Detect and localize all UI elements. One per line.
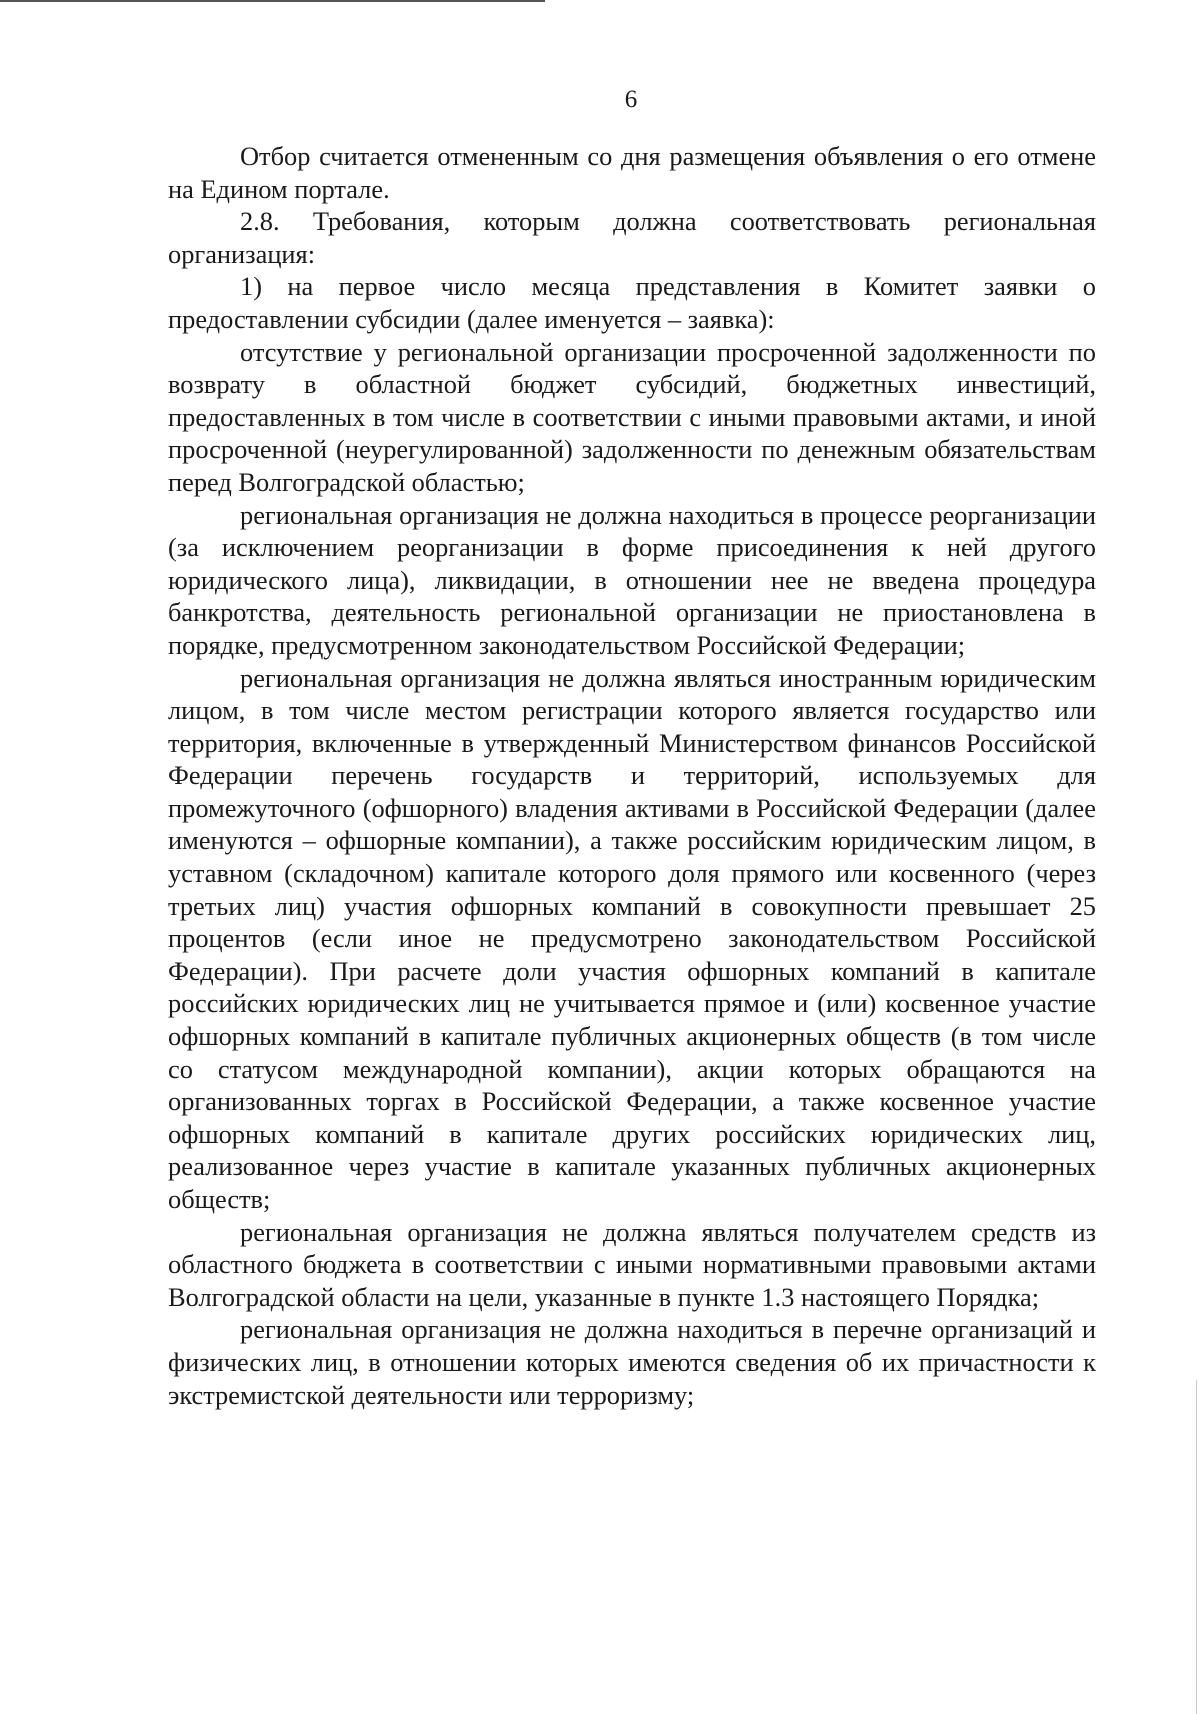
- paragraph-selection-cancel: Отбор считается отмененным со дня размещения объявления о его отмене на Едином портале.: [168, 141, 1096, 204]
- paragraph-no-reorganization: региональная организация не должна находиться в процессе реорганизации (за исключением реорганизации в форме присоединения к ней другого юридического лица), ликвидации, в отношении нее не введена процедура банкротства, деятельность региональной организации не приостановлена в порядке, предусмотренном законодательством Российской Федерации;: [168, 499, 1096, 660]
- paragraph-section-2-8: 2.8. Требования, которым должна соответствовать региональная организация:: [168, 206, 1096, 269]
- page-number: 6: [624, 86, 638, 113]
- paragraph-no-debt: отсутствие у региональной организации просроченной задолженности по возврату в областной бюджет субсидий, бюджетных инвестиций, предоставленных в том числе в соответствии с иными правовыми актами, и иной просроченной (неурегулированной) задолженности по денежным обязательствам перед Волгоградской областью;: [168, 336, 1096, 497]
- scan-edge-line-right: [1196, 1380, 1197, 1714]
- paragraph-no-extremism: региональная организация не должна находиться в перечне организаций и физических лиц, в отношении которых имеются сведения об их причастности к экстремистской деятельности или терроризму;: [168, 1314, 1096, 1410]
- paragraph-no-foreign-entity: региональная организация не должна являться иностранным юридическим лицом, в том числе местом регистрации которого является государство или территория, включенные в утвержденный Министерством финансов Российской Федерации перечень государств и территорий, используемых для промежуточного (офшорного) владения активами в Российской Федерации (далее именуются – офшорные компании), а также российским юридическим лицом, в уставном (складочном) капитале которого доля прямого или косвенного (через третьих лиц) участия офшорных компаний в совокупности превышает 25 процентов (если иное не предусмотрено законодательством Российской Федерации). При расчете доли участия офшорных компаний в капитале российских юридических лиц не учитывается прямое и (или) косвенное участие офшорных компаний в капитале публичных акционерных обществ (в том числе со статусом международной компании), акции которых обращаются на организованных торгах в Российской Федерации, а также косвенное участие офшорных компаний в капитале других российских юридических лиц, реализованное через участие в капитале указанных публичных акционерных обществ;: [168, 662, 1096, 1214]
- document-body: [168, 140, 1096, 1411]
- scan-edge-line: [0, 0, 545, 2]
- paragraph-no-other-funds: региональная организация не должна являться получателем средств из областного бюджета в соответствии с иными нормативными правовыми актами Волгоградской области на цели, указанные в пункте 1.3 настоящего Порядка;: [168, 1216, 1096, 1312]
- paragraph-item-1: 1) на первое число месяца представления в Комитет заявки о предоставлении субсидии (далее именуется – заявка):: [168, 271, 1096, 334]
